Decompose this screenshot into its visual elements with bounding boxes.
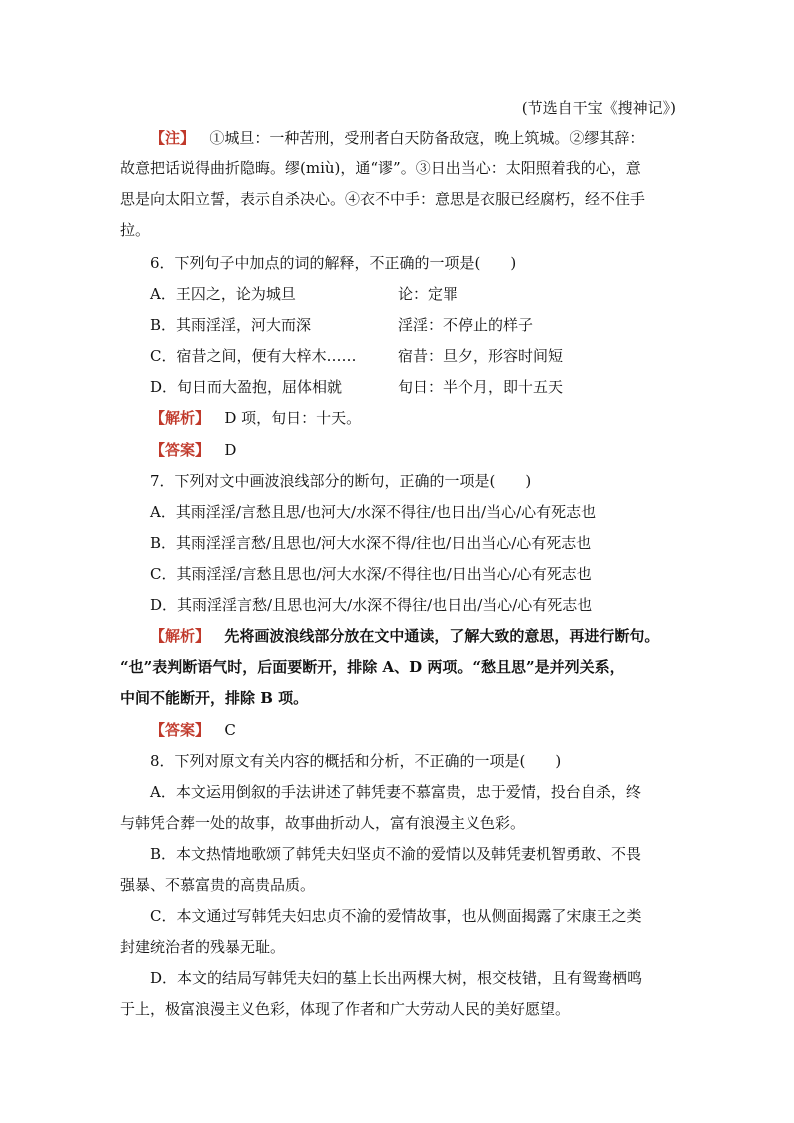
q6-answer-text: D — [224, 441, 237, 459]
q6-option-c: C．宿昔之间，便有大梓木…… — [150, 347, 357, 365]
q7-answer-text: C — [224, 721, 236, 739]
q6-stem: 6．下列句子中加点的词的解释，不正确的一项是( ) — [150, 254, 517, 272]
q8-option-d-line-1: D．本文的结局写韩凭夫妇的墓上长出两棵大树，根交枝错，且有鸳鸯栖鸣 — [150, 969, 643, 987]
note-line-3: 思是向太阳立誓，表示自杀决心。④衣不中手：意思是衣服已经腐朽，经不住手 — [120, 190, 646, 208]
q7-analysis-tag: 【解析】 — [150, 627, 211, 645]
q8-stem: 8．下列对原文有关内容的概括和分析，不正确的一项是( ) — [150, 752, 562, 770]
q6-option-d-exp: 旬日：半个月，即十五天 — [398, 378, 564, 396]
q6-answer — [150, 439, 236, 461]
q8-option-d-line-2: 于上，极富浪漫主义色彩，体现了作者和广大劳动人民的美好愿望。 — [120, 1000, 571, 1018]
source-citation: (节选自干宝《搜神记》) — [521, 99, 676, 117]
q7-analysis-line-2: “也”表判断语气时，后面要断开，排除 A、D 两项。“愁且思”是并列关系， — [120, 658, 625, 676]
q8-option-b-line-2: 强暴、不慕富贵的高贵品质。 — [120, 876, 316, 894]
q6-option-a: A．王囚之，论为城旦 — [150, 285, 296, 303]
q7-analysis-line-1 — [150, 625, 659, 647]
q6-option-d: D．旬日而大盈抱，屈体相就 — [150, 378, 343, 396]
q6-option-b-exp: 淫淫：不停止的样子 — [398, 316, 534, 334]
note-line-4: 拉。 — [120, 221, 151, 239]
q8-option-a-line-2: 与韩凭合葬一处的故事，故事曲折动人，富有浪漫主义色彩。 — [120, 814, 526, 832]
q7-analysis-line-3: 中间不能断开，排除 B 项。 — [120, 689, 309, 707]
q8-option-c-line-1: C．本文通过写韩凭夫妇忠贞不渝的爱情故事，也从侧面揭露了宋康王之类 — [150, 907, 642, 925]
q7-answer-tag: 【答案】 — [150, 721, 211, 739]
q6-option-c-exp: 宿昔：旦夕，形容时间短 — [398, 347, 564, 365]
note-text-1: ①城旦：一种苦刑，受刑者白天防备敌寇，晚上筑城。②缪其辞： — [209, 129, 645, 147]
q8-option-b-line-1: B．本文热情地歌颂了韩凭夫妇坚贞不渝的爱情以及韩凭妻机智勇敢、不畏 — [150, 845, 642, 863]
q7-stem: 7．下列对文中画波浪线部分的断句，正确的一项是( ) — [150, 472, 532, 490]
q6-option-a-exp: 论：定罪 — [398, 285, 459, 303]
q7-option-d: D．其雨淫淫言愁/且思也河大/水深不得往/也日出/当心/心有死志也 — [150, 596, 593, 614]
q7-option-b: B．其雨淫淫言愁/且思也/河大水深不得/往也/日出当心/心有死志也 — [150, 534, 592, 552]
q7-analysis-text-1: 先将画波浪线部分放在文中通读，了解大致的意思，再进行断句。 — [224, 627, 660, 645]
q7-answer — [150, 719, 236, 741]
q8-option-c-line-2: 封建统治者的残暴无耻。 — [120, 938, 286, 956]
note-line-2: 故意把话说得曲折隐晦。缪(miù)，通“谬”。③日出当心：太阳照着我的心，意 — [120, 159, 641, 177]
note-line-1 — [150, 127, 644, 149]
q6-answer-tag: 【答案】 — [150, 441, 211, 459]
q6-analysis-text: D 项，旬日：十天。 — [224, 409, 362, 427]
q7-option-a: A．其雨淫淫/言愁且思/也河大/水深不得往/也日出/当心/心有死志也 — [150, 503, 597, 521]
q6-option-b: B．其雨淫淫，河大而深 — [150, 316, 312, 334]
q8-option-a-line-1: A．本文运用倒叙的手法讲述了韩凭妻不慕富贵，忠于爱情，投台自杀，终 — [150, 783, 641, 801]
note-tag: 【注】 — [150, 129, 196, 147]
q6-analysis-tag: 【解析】 — [150, 409, 211, 427]
q7-option-c: C．其雨淫淫/言愁且思也/河大水深/不得往也/日出当心/心有死志也 — [150, 565, 592, 583]
q6-analysis — [150, 407, 361, 429]
